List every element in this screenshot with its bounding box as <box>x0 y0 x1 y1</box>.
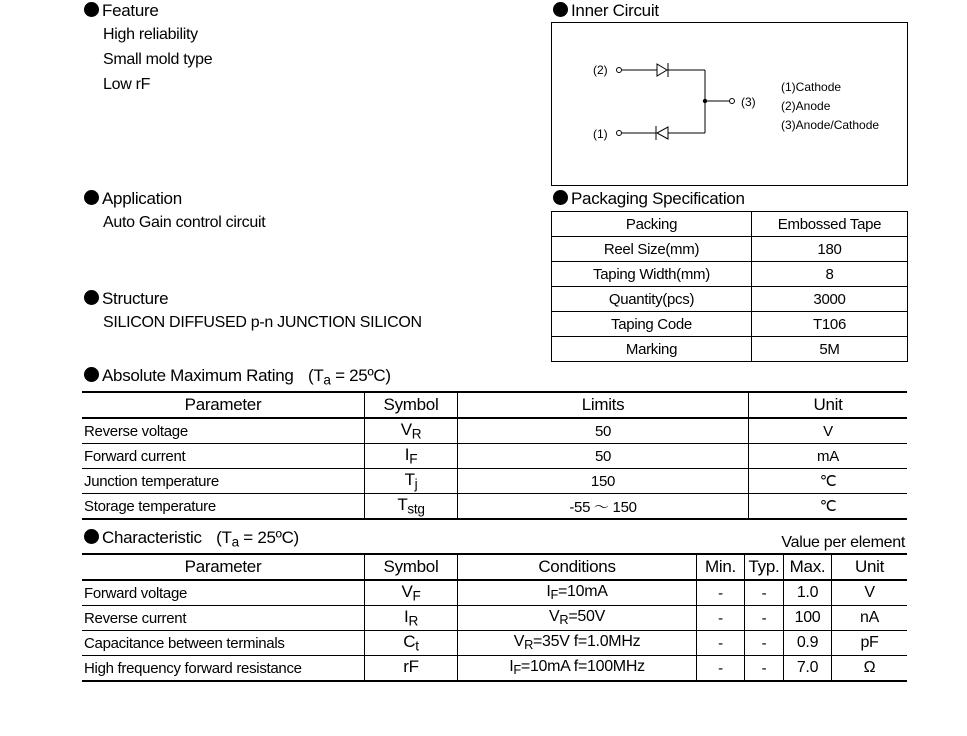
conditions-cell: $I_F=10mA$ f=100MHz <box>458 656 697 682</box>
bullet-icon <box>84 529 99 544</box>
unit-cell: pF <box>832 631 908 656</box>
pin-1-label: (1) <box>593 127 608 141</box>
table-row <box>552 212 908 237</box>
value-per-element-note: Value per element <box>781 534 905 551</box>
absolute-max-title: Absolute Maximum Rating <box>102 366 294 385</box>
table-row <box>552 237 908 262</box>
column-header: Min. <box>697 554 745 580</box>
typ-cell: - <box>745 606 784 631</box>
column-header: Unit <box>749 392 908 418</box>
conditions-cell: $V_R=35V$ f=1.0MHz <box>458 631 697 656</box>
feature-item: Small mold type <box>103 51 213 68</box>
packaging-section <box>553 189 745 209</box>
column-header: Symbol <box>365 392 458 418</box>
table-cell: 8 <box>752 262 908 287</box>
table-cell: 180 <box>752 237 908 262</box>
column-header: Conditions <box>458 554 697 580</box>
limit-cell: -55 ～ 150 <box>458 494 749 520</box>
table-row <box>552 337 908 362</box>
table-row <box>82 469 907 494</box>
table-row <box>82 580 907 606</box>
limit-cell: 50 <box>458 444 749 469</box>
max-cell: 1.0 <box>784 580 832 606</box>
symbol-cell: $V_F$ <box>365 580 458 606</box>
table-row <box>82 631 907 656</box>
characteristic-table <box>82 553 907 682</box>
param-cell: Capacitance between terminals <box>82 631 365 656</box>
inner-circuit-section <box>553 1 659 21</box>
pin-legend-item: (2)Anode <box>781 99 831 113</box>
absolute-max-condition: ($T_a$ = 25ºC) <box>307 366 391 388</box>
bullet-icon <box>84 190 99 205</box>
pin-legend-item: (1)Cathode <box>781 80 842 94</box>
max-cell: 0.9 <box>784 631 832 656</box>
column-header: Max. <box>784 554 832 580</box>
column-header: Typ. <box>745 554 784 580</box>
unit-cell: ℃ <box>749 494 908 520</box>
column-header: Parameter <box>82 554 365 580</box>
table-row <box>552 312 908 337</box>
table-cell: Quantity(pcs) <box>552 287 752 312</box>
symbol-cell: rF <box>365 656 458 682</box>
table-cell: Packing <box>552 212 752 237</box>
limit-cell: 150 <box>458 469 749 494</box>
param-cell: Reverse current <box>82 606 365 631</box>
symbol-cell: $T_{stg}$ <box>365 494 458 520</box>
symbol-cell: $C_t$ <box>365 631 458 656</box>
table-row <box>82 606 907 631</box>
column-header: Parameter <box>82 392 365 418</box>
pin-2-label: (2) <box>593 63 608 77</box>
unit-cell: Ω <box>832 656 908 682</box>
unit-cell: ℃ <box>749 469 908 494</box>
table-cell: Embossed Tape <box>752 212 908 237</box>
feature-section <box>84 1 159 21</box>
param-cell: Forward current <box>82 444 365 469</box>
table-row <box>82 656 907 682</box>
application-section <box>84 189 182 209</box>
param-cell: High frequency forward resistance <box>82 656 365 682</box>
characteristic-title: Characteristic <box>102 528 202 547</box>
limit-cell: 50 <box>458 418 749 444</box>
packaging-table <box>551 211 908 362</box>
feature-item: Low rF <box>103 76 151 93</box>
table-row <box>82 444 907 469</box>
min-cell: - <box>697 631 745 656</box>
unit-cell: V <box>832 580 908 606</box>
absolute-max-section <box>84 366 391 387</box>
column-header: Unit <box>832 554 908 580</box>
param-cell: Reverse voltage <box>82 418 365 444</box>
table-header-row <box>82 392 907 418</box>
table-cell: 3000 <box>752 287 908 312</box>
application-text: Auto Gain control circuit <box>103 214 266 231</box>
column-header: Symbol <box>365 554 458 580</box>
bullet-icon <box>84 367 99 382</box>
absolute-max-table <box>82 391 907 520</box>
unit-cell: nA <box>832 606 908 631</box>
table-cell: Taping Width(mm) <box>552 262 752 287</box>
bullet-icon <box>84 2 99 17</box>
table-cell: Taping Code <box>552 312 752 337</box>
pin-3-label: (3) <box>741 95 756 109</box>
pin-legend <box>781 78 879 135</box>
table-cell: Marking <box>552 337 752 362</box>
symbol-cell: $T_j$ <box>365 469 458 494</box>
param-cell: Junction temperature <box>82 469 365 494</box>
table-header-row <box>82 554 907 580</box>
param-cell: Storage temperature <box>82 494 365 520</box>
table-row <box>82 418 907 444</box>
table-row <box>552 287 908 312</box>
feature-item: High reliability <box>103 26 198 43</box>
table-cell: 5M <box>752 337 908 362</box>
bullet-icon <box>84 290 99 305</box>
typ-cell: - <box>745 580 784 606</box>
circuit-box <box>551 22 908 186</box>
structure-text: SILICON DIFFUSED p-n JUNCTION SILICON <box>103 314 422 331</box>
symbol-cell: $I_F$ <box>365 444 458 469</box>
unit-cell: mA <box>749 444 908 469</box>
application-title: Application <box>102 189 182 208</box>
unit-cell: V <box>749 418 908 444</box>
min-cell: - <box>697 580 745 606</box>
typ-cell: - <box>745 656 784 682</box>
bullet-icon <box>553 190 568 205</box>
characteristic-condition: ($T_a$ = 25ºC) <box>216 528 299 550</box>
table-cell: T106 <box>752 312 908 337</box>
table-row <box>552 262 908 287</box>
typ-cell: - <box>745 631 784 656</box>
characteristic-section <box>84 528 299 549</box>
packaging-title: Packaging Specification <box>571 189 745 208</box>
table-cell: Reel Size(mm) <box>552 237 752 262</box>
max-cell: 100 <box>784 606 832 631</box>
symbol-cell: $V_R$ <box>365 418 458 444</box>
param-cell: Forward voltage <box>82 580 365 606</box>
structure-section <box>84 289 168 309</box>
pin-legend-item: (3)Anode/Cathode <box>781 118 880 132</box>
min-cell: - <box>697 656 745 682</box>
feature-title: Feature <box>102 1 159 20</box>
bullet-icon <box>553 2 568 17</box>
table-row <box>82 494 907 520</box>
column-header: Limits <box>458 392 749 418</box>
conditions-cell: $I_F=10mA$ <box>458 580 697 606</box>
conditions-cell: $V_R=50V$ <box>458 606 697 631</box>
symbol-cell: $I_R$ <box>365 606 458 631</box>
min-cell: - <box>697 606 745 631</box>
structure-title: Structure <box>102 289 169 308</box>
max-cell: 7.0 <box>784 656 832 682</box>
inner-circuit-title: Inner Circuit <box>571 1 659 20</box>
